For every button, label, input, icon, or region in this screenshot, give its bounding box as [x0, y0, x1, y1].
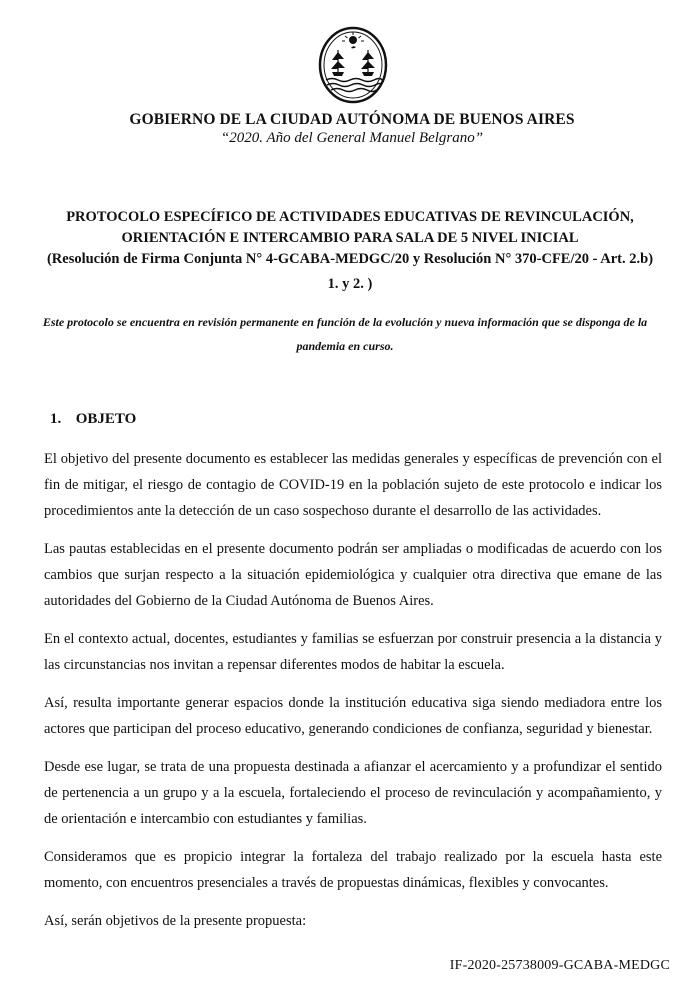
city-seal-icon — [318, 26, 388, 104]
section-heading — [50, 411, 136, 428]
paragraph: Así, serán objetivos de la presente propuesta: — [44, 913, 307, 929]
body-text — [44, 446, 662, 946]
paragraph: En el contexto actual, docentes, estudiantes y familias se esfuerzan por construir presencia a la distancia y las circunstancias nos invitan a repensar diferentes modos de habitar la escuela. — [44, 631, 662, 673]
section-title: OBJETO — [75, 411, 137, 427]
section-number: 1. — [50, 411, 62, 427]
title-line-1: PROTOCOLO ESPECÍFICO DE ACTIVIDADES EDUCATIVAS DE REVINCULACIÓN, — [66, 209, 634, 225]
paragraph: Las pautas establecidas en el presente documento podrán ser ampliadas o modificadas de acuerdo con los cambios que surjan respecto a la situación epidemiológica y cualquier otra directiva que emane de las autoridades del Gobierno de la Ciudad Autónoma de Buenos Aires. — [44, 541, 662, 609]
title-line-2: ORIENTACIÓN E INTERCAMBIO PARA SALA DE 5 NIVEL INICIAL — [121, 230, 579, 246]
paragraph: Consideramos que es propicio integrar la fortaleza del trabajo realizado por la escuela hasta este momento, con encuentros presenciales a través de propuestas dinámicas, flexibles y convocantes. — [44, 849, 662, 891]
year-motto: “2020. Año del General Manuel Belgrano” — [220, 130, 484, 146]
paragraph: Así, resulta importante generar espacios donde la institución educativa siga siendo mediadora entre los actores que participan del proceso educativo, generando condiciones de confianza, seguridad y bienestar. — [44, 695, 662, 737]
paragraph: Desde ese lugar, se trata de una propuesta destinada a afianzar el acercamiento y a profundizar el sentido de pertenencia a un grupo y a la escuela, fortaleciendo el proceso de revinculación y acompañamiento, y de orientación e intercambio con estudiantes y familias. — [44, 759, 662, 827]
revision-note: Este protocolo se encuentra en revisión permanente en función de la evolución y nueva información que se disponga de la pandemia en curso. — [42, 315, 648, 353]
protocol-title — [30, 207, 670, 295]
title-line-4: 1. y 2. ) — [327, 276, 373, 292]
government-heading: GOBIERNO DE LA CIUDAD AUTÓNOMA DE BUENOS AIRES — [129, 111, 575, 128]
title-line-3: (Resolución de Firma Conjunta N° 4-GCABA-MEDGC/20 y Resolución N° 370-CFE/20 - Art. 2.b) — [46, 251, 654, 267]
document-id: IF-2020-25738009-GCABA-MEDGC — [449, 958, 670, 973]
paragraph: El objetivo del presente documento es establecer las medidas generales y específicas de prevención con el fin de mitigar, el riesgo de contagio de COVID-19 en la población sujeto de este protocolo e indicar los procedimientos ante la detección de un caso sospechoso durante el desarrollo de las actividades. — [44, 451, 662, 519]
